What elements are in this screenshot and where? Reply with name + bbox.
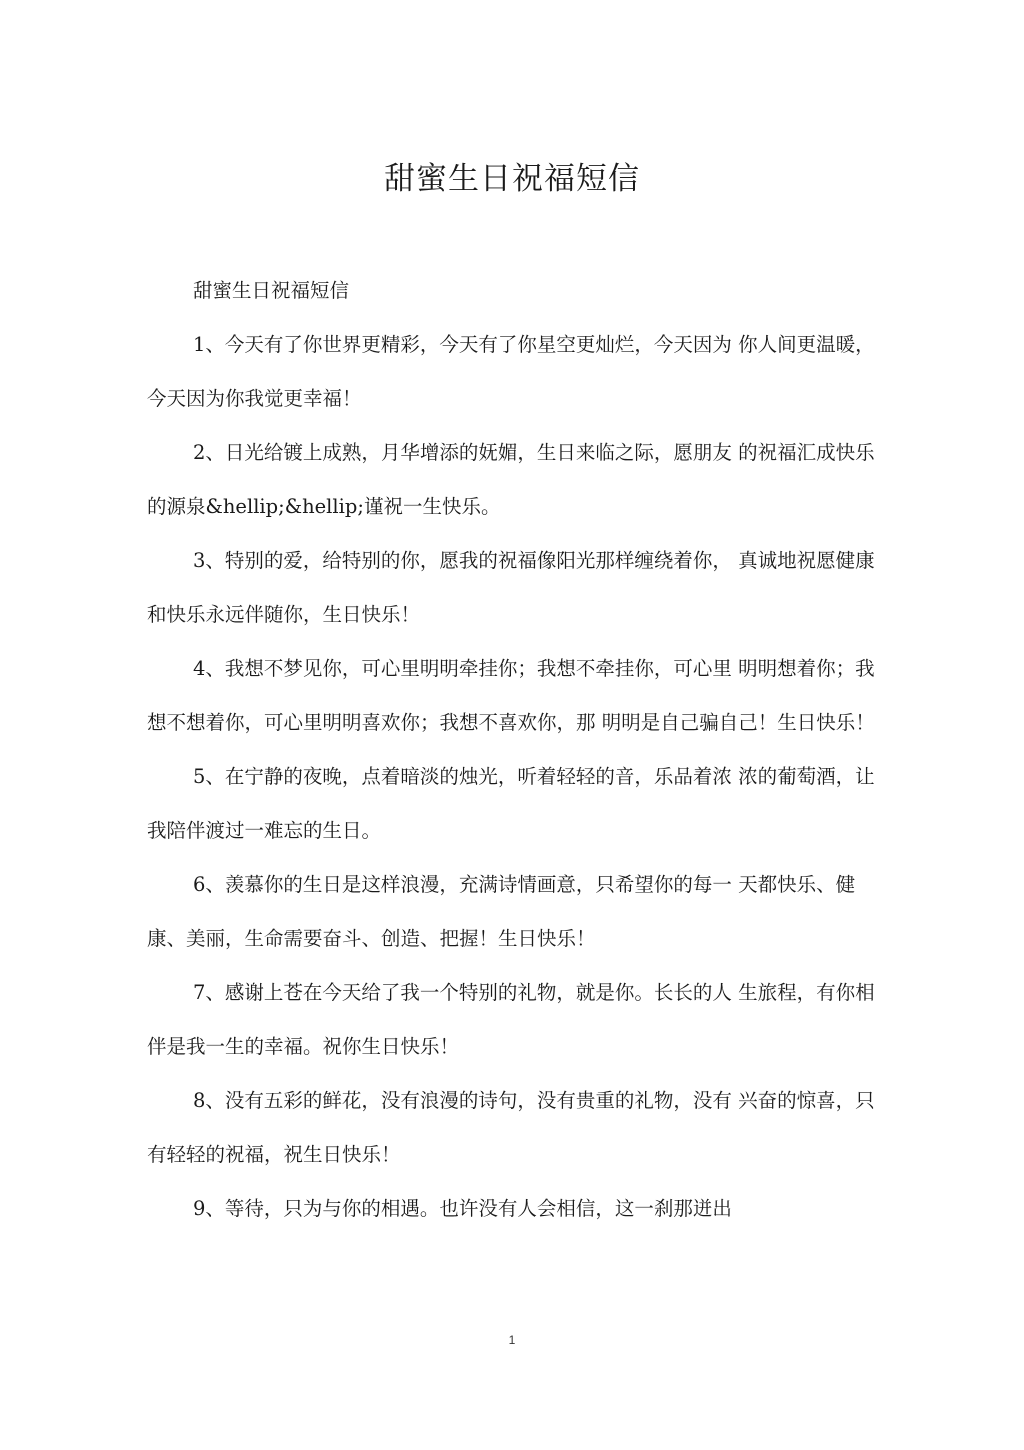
paragraph-5: 5、在宁静的夜晚，点着暗淡的烛光，听着轻轻的音，乐品着浓 浓的葡萄酒，让我陪伴渡过一难忘的生日。 [147,765,875,842]
paragraph-6: 6、羡慕你的生日是这样浪漫，充满诗情画意，只希望你的每一 天都快乐、健康、美丽，生命需要奋斗、创造、把握！生日快乐！ [147,873,856,950]
paragraph-3: 3、特别的爱，给特别的你，愿我的祝福像阳光那样缠绕着你， 真诚地祝愿健康和快乐永远伴随你，生日快乐！ [147,549,875,626]
subtitle-line: 甜蜜生日祝福短信 [193,279,350,302]
paragraph-2: 2、日光给镀上成熟，月华增添的妩媚，生日来临之际，愿朋友 的祝福汇成快乐的源泉&hellip;&hellip;谨祝一生快乐。 [147,441,875,518]
page-number: 1 [508,1333,516,1347]
page-title: 甜蜜生日祝福短信 [384,161,640,197]
paragraph-8: 8、没有五彩的鲜花，没有浪漫的诗句，没有贵重的礼物，没有 兴奋的惊喜，只有轻轻的祝福，祝生日快乐！ [147,1089,875,1166]
paragraph-1: 1、今天有了你世界更精彩，今天有了你星空更灿烂，今天因为 你人间更温暖，今天因为你我觉更幸福！ [147,333,875,410]
paragraph-9: 9、等待，只为与你的相遇。也许没有人会相信，这一刹那迸出 [193,1197,732,1220]
paragraph-7: 7、感谢上苍在今天给了我一个特别的礼物，就是你。长长的人 生旅程，有你相伴是我一生的幸福。祝你生日快乐！ [147,981,875,1058]
paragraph-4: 4、我想不梦见你，可心里明明牵挂你；我想不牵挂你，可心里 明明想着你；我想不想着你，可心里明明喜欢你；我想不喜欢你，那 明明是自己骗自己！生日快乐！ [147,657,875,734]
document-body [147,264,877,1236]
